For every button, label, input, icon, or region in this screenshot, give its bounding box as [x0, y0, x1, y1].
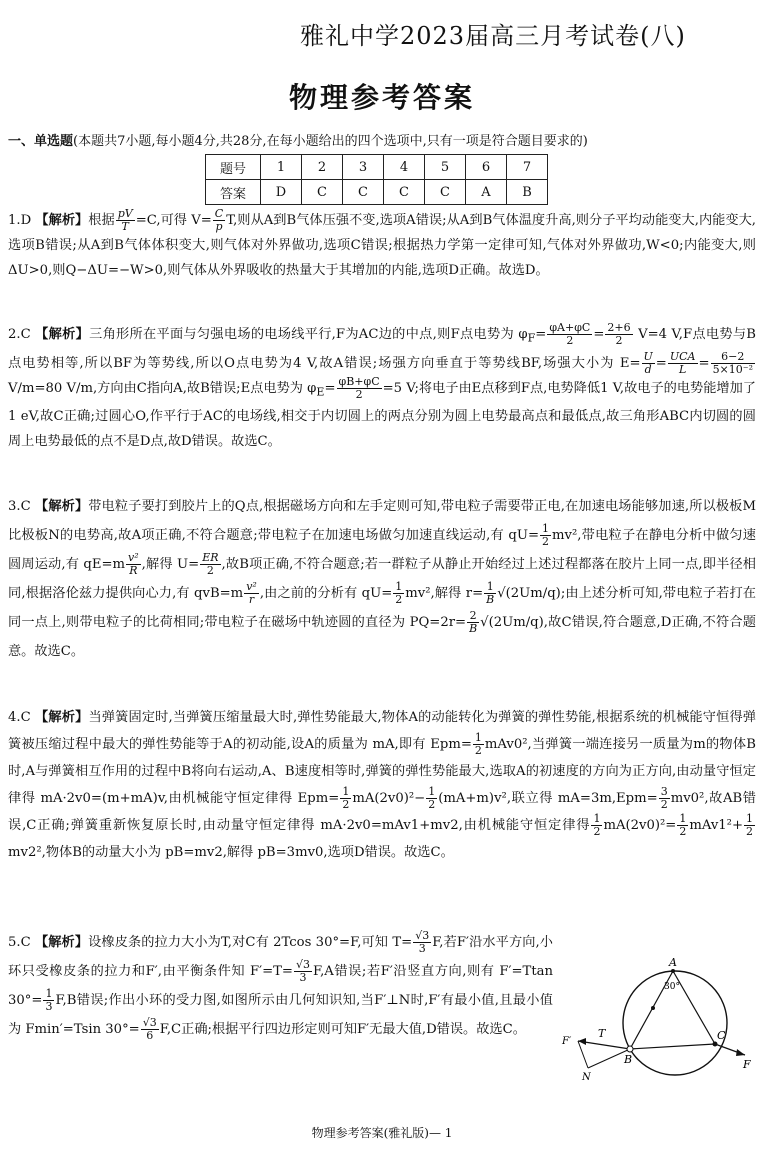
solution-text: = [593, 327, 605, 342]
fraction: $\frac{√3}{3}$ [415, 929, 430, 955]
solution-text: mv0²,故AB错误,C正确;弹簧重新恢复原长时,由动量守恒定律得 mA·2v0=mAv1+mv2,由机械能守恒定律得 [8, 791, 756, 833]
fraction: $\frac{1}{2}$ [474, 731, 482, 757]
question-number: 1 [261, 155, 302, 180]
solution-text: mA(2v0)²− [352, 791, 426, 806]
solution-text: mv²,带电粒子在静电分析中做匀速圆周运动,有 qE=m [8, 528, 756, 572]
force-f-arrow [736, 1049, 745, 1056]
answer-cell: C [425, 180, 466, 205]
solution-text: =C,可得 V= [135, 213, 212, 228]
fraction: $\frac{pV}{T}$ [117, 207, 133, 233]
point-c [713, 1042, 718, 1047]
fraction: $\frac{\text{UCA}}{L}$ [669, 349, 696, 376]
answer-table-number-row [206, 155, 548, 180]
solution-text: √(2Um/q);由上述分析可知,带电粒子若打在同一点上,则带电粒子的比荷相同;带电粒子在磁场中轨迹圆的直径为 PQ=2r= [8, 586, 756, 630]
solution-1 [8, 208, 756, 283]
question-number: 7 [507, 155, 548, 180]
label-f-prime: F′ [562, 1036, 572, 1047]
document-title: 物理参考答案 [288, 81, 475, 114]
fraction: $\frac{ER}{2}$ [202, 551, 219, 577]
solution-number: 1.D [8, 213, 32, 228]
analysis-tag: 【解析】 [35, 499, 89, 514]
label-b: B [624, 1053, 633, 1066]
fraction: $\frac{U}{d}$ [643, 349, 653, 376]
label-a: A [669, 956, 677, 969]
fraction: $\frac{√3}{3}$ [295, 958, 310, 984]
fraction: $\frac{6-2}{\text{5×10⁻²}}$ [712, 349, 753, 376]
solution-text: √(2Um/q),故C错误,符合题意,D正确,不符合题意。故选C。 [8, 615, 756, 659]
solution-text: mv2²,物体B的动量大小为 pB=mv2,解得 pB=3mv0,选项D错误。故选C。 [8, 845, 454, 860]
solution-number: 4.C [8, 710, 31, 725]
fraction: $\frac{1}{2}$ [542, 522, 550, 548]
answer-cell: D [261, 180, 302, 205]
answer-cell: A [466, 180, 507, 205]
fraction: $\frac{1}{2}$ [593, 812, 601, 838]
solution-text: ,由之前的分析有 qU= [259, 586, 393, 601]
rubber-band-bc [630, 1044, 715, 1049]
question-number: 5 [425, 155, 466, 180]
fraction: $\frac{1}{2}$ [746, 812, 753, 838]
solution-text: mA(2v0)²= [603, 818, 677, 833]
ring-b-point [627, 1046, 633, 1052]
solution-text: F,C正确;根据平行四边形定则可知F′无最大值,D错误。故选C。 [159, 1022, 526, 1037]
analysis-tag: 【解析】 [35, 327, 90, 342]
solution-text: = [655, 355, 667, 371]
solution-text: V/m=80 V/m,方向由C指向A,故B错误;E点电势为 φ [8, 380, 317, 396]
fraction: $\frac{1}{3}$ [45, 987, 53, 1013]
page-footer: 物理参考答案(雅礼版)— 1 [311, 1126, 453, 1140]
solution-number: 2.C [8, 327, 31, 342]
solution-text: mAv1²+ [689, 818, 743, 833]
solution-text: 当弹簧固定时,当弹簧压缩量最大时,弹性势能最大,物体A的动能转化为弹簧的弹性势能,根据系统的机械能守恒得弹簧被压缩过程中最大的弹性势能等于A的初动能,设A的质量为 mA,即有 Epm= [8, 710, 756, 752]
fraction: $\frac{2}{B}$ [469, 609, 478, 635]
analysis-tag: 【解析】 [35, 710, 89, 725]
point-mid [651, 1006, 655, 1010]
solution-text: mAv0²,当弹簧一端连接另一质量为m的物体B时,A与弹簧相互作用的过程中B将向右运动,A、B速度相等时,弹簧的弹性势能最大,选取A的初速度的方向为正方向,由动量守恒定律得 mA·2v0=(m+mA)v,由机械能守恒定律得 Epm= [8, 737, 756, 806]
answer-table-answer-row [206, 180, 548, 205]
solution-text: 带电粒子要打到胶片上的Q点,根据磁场方向和左手定则可知,带电粒子需要带正电,在加速电场能够加速,所以极板M比极板N的电势高,故A项正确,不符合题意;带电粒子在加速电场做匀加速直线运动,有 qU= [8, 499, 757, 543]
row-label: 答案 [206, 180, 261, 205]
fraction: $\frac{\text{v²}}{R}$ [128, 551, 139, 577]
question-number: 4 [384, 155, 425, 180]
analysis-tag: 【解析】 [35, 213, 89, 228]
solution-text: = [324, 380, 336, 396]
label-n: N [582, 1072, 591, 1083]
solution-number: 5.C [8, 935, 31, 950]
fraction: $\frac{1}{2}$ [428, 785, 436, 811]
solution-text: = [535, 327, 547, 342]
solution-text: 三角形所在平面与匀强电场的电场线平行,F为AC边的中点,则F点电势为 φ [89, 327, 528, 342]
solution-text: mv²,解得 r= [405, 586, 484, 601]
solution-5 [8, 928, 553, 1044]
solution-text: =5 V;将电子由E点移到F点,电势降低1 V,故电子的电势能增加了1 eV,故C正确;过圆心O,作平行于AC的电场线,相交于内切圆上的两点分别为圆上电势最高点和最低点,故三角形ABC内切圆的圆周上电势最低的点不是D点,故D错误。故选C。 [8, 380, 756, 450]
answer-cell: C [343, 180, 384, 205]
solution-2 [8, 322, 756, 454]
subscript: E [316, 385, 325, 399]
solution-text: 设橡皮条的拉力大小为T,对C有 2Tcos 30°=F,可知 T= [88, 935, 413, 950]
solution-text: (mA+m)v²,联立得 mA=3m,Epm= [438, 791, 658, 806]
solution-4 [8, 704, 756, 866]
section-title: 一、单选题 [8, 134, 74, 149]
solution-number: 3.C [8, 499, 31, 514]
solution-text: ,故B项正确,不符合题意;若一群粒子从静止开始经过上述过程都落在胶片上同一点,即半径相同,根据洛伦兹力提供向心力,有 qvB=m [8, 557, 756, 601]
fraction: $\frac{3}{2}$ [660, 785, 668, 811]
solution-text: ,解得 U= [141, 557, 200, 572]
solution-text: F,B错误;作出小环的受力图,如图所示由几何知识知,当F′⊥N时,F′有最小值,且最小值为 Fmin′=Tsin 30°= [8, 993, 553, 1037]
solution-text: V=4 V,F点电势与B点电势相等,所以BF为等势线,所以O点电势为4 V,故A错误;场强方向垂直于等势线BF,场强大小为 E= [8, 327, 756, 371]
fraction: $\frac{2+6}{2}$ [607, 321, 631, 347]
question-number: 6 [466, 155, 507, 180]
fraction: $\frac{\text{v²}}{r}$ [246, 580, 257, 606]
point-a [671, 969, 675, 973]
fraction: $\frac{1}{B}$ [486, 580, 495, 606]
fraction: $\frac{\varphi A+\varphi C}{2}$ [549, 321, 591, 347]
answer-cell: C [302, 180, 343, 205]
school-title: 雅礼中学2023届高三月考试卷(八) [300, 22, 686, 50]
row-label: 题号 [206, 155, 261, 180]
question-number: 3 [343, 155, 384, 180]
fraction: $\frac{√3}{6}$ [142, 1016, 157, 1042]
solution-text: 根据 [88, 213, 115, 228]
fraction: $\frac{\varphi B+\varphi C}{2}$ [338, 374, 380, 401]
label-f: F [743, 1058, 751, 1071]
fraction: $\frac{C}{p}$ [214, 207, 224, 233]
solution-text: F,若F′沿水平方向,小环只受橡皮条的拉力和F′,由平衡条件知 F′=T= [8, 935, 553, 979]
solution-text: F,A错误;若F′沿竖直方向,则有 F′=Ttan 30°= [8, 964, 553, 1008]
question-number: 2 [302, 155, 343, 180]
subscript: F [527, 331, 536, 345]
solution-text: = [698, 355, 710, 371]
fraction: $\frac{1}{2}$ [342, 785, 350, 811]
label-c: C [717, 1029, 726, 1042]
force-diagram [560, 955, 755, 1085]
label-t: T [598, 1027, 606, 1040]
section-heading [8, 130, 588, 149]
answer-cell: C [384, 180, 425, 205]
solution-text: T,则从A到B气体压强不变,选项A错误;从A到B气体温度升高,则分子平均动能变大,内能变大,选项B错误;从A到B气体体积变大,则气体对外界做功,选项C错误;根据热力学第一定律可知,气体对外界做功,W<0;内能变大,则ΔU>0,则Q−ΔU=−W>0,则气体从外界吸收的热量大于其增加的内能,选项D正确。故选D。 [8, 213, 756, 278]
answer-table [205, 154, 548, 205]
answer-cell: B [507, 180, 548, 205]
force-fp-line [578, 1041, 588, 1068]
label-angle: 30° [664, 982, 680, 992]
section-description: (本题共7小题,每小题4分,共28分,在每小题给出的四个选项中,只有一项是符合题目要求的) [73, 134, 588, 149]
fraction: $\frac{1}{2}$ [395, 580, 403, 606]
analysis-tag: 【解析】 [34, 935, 89, 950]
solution-3 [8, 492, 756, 666]
fraction: $\frac{1}{2}$ [679, 812, 687, 838]
